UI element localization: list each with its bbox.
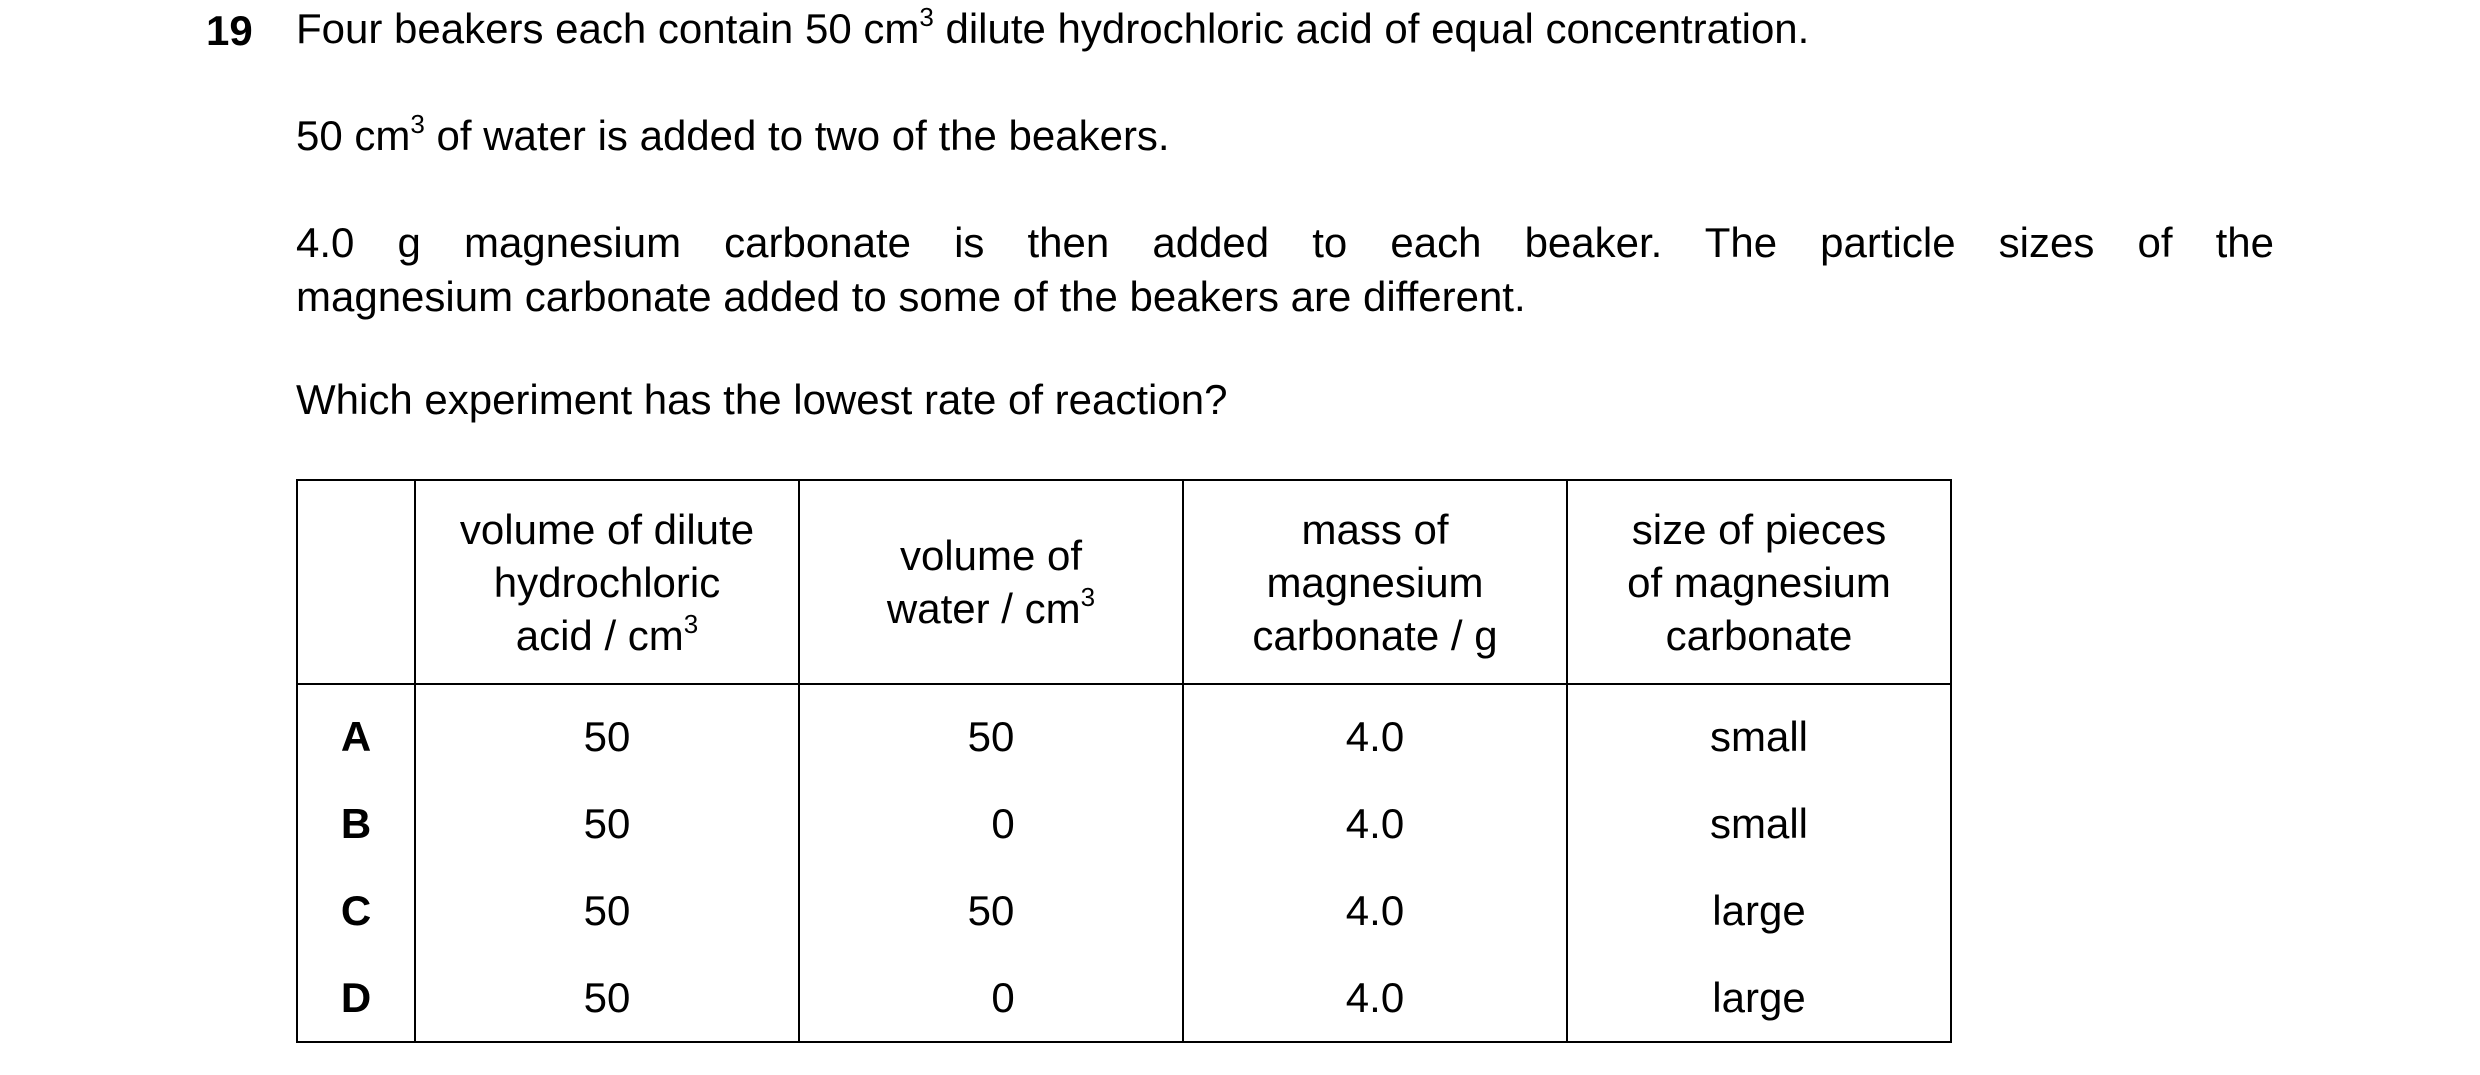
question-line-2-text-end: of water is added to two of the beakers. [424, 112, 1170, 159]
water-volume-cell [799, 954, 1183, 1042]
table-row [297, 954, 1951, 1042]
row-label: A [297, 684, 415, 780]
particle-size-cell: large [1567, 867, 1951, 954]
header-acid-line-2: hydrochloric [493, 558, 721, 606]
superscript: 3 [410, 109, 425, 139]
header-size-line-2: of magnesium [1627, 558, 1891, 606]
water-volume-cell [799, 780, 1183, 867]
header-size-line-3: carbonate [1665, 611, 1853, 659]
header-water-line-2: water / cm [886, 585, 1081, 632]
header-acid-volume [415, 480, 799, 684]
water-volume-cell [799, 867, 1183, 954]
header-water-line-1: volume of [899, 532, 1083, 579]
particle-size-cell: small [1567, 780, 1951, 867]
acid-volume-cell: 50 [415, 684, 799, 780]
header-mass [1183, 480, 1567, 684]
row-label: B [297, 780, 415, 867]
experiment-table [296, 479, 1952, 1043]
question-line-3a: 4.0 g magnesium carbonate is then added to each beaker. The particle sizes of the [296, 219, 2274, 266]
mass-cell: 4.0 [1183, 780, 1567, 867]
header-mass-line-2: magnesium [1266, 558, 1484, 606]
superscript: 3 [919, 2, 934, 32]
water-volume-value: 50 [967, 713, 1015, 760]
superscript: 3 [683, 608, 699, 639]
header-particle-size [1567, 480, 1951, 684]
question-paragraph-3 [296, 216, 2274, 324]
header-acid-line-1: volume of dilute [459, 505, 755, 553]
acid-volume-cell: 50 [415, 780, 799, 867]
table-row [297, 684, 1951, 780]
question-line-3b: magnesium carbonate added to some of the beakers are different. [296, 273, 1526, 320]
header-acid-line-3: acid / cm [515, 611, 684, 659]
acid-volume-cell: 50 [415, 867, 799, 954]
question-line-2 [296, 109, 1170, 163]
water-volume-value: 0 [991, 974, 1015, 1021]
question-line-1 [296, 2, 1809, 56]
row-label: D [297, 954, 415, 1042]
acid-volume-cell: 50 [415, 954, 799, 1042]
mass-cell: 4.0 [1183, 954, 1567, 1042]
mass-cell: 4.0 [1183, 684, 1567, 780]
header-water-volume [799, 480, 1183, 684]
water-volume-cell [799, 684, 1183, 780]
question-line-1-text: Four beakers each contain 50 cm [296, 5, 920, 52]
table-header-row [297, 480, 1951, 684]
header-size-line-1: size of pieces [1631, 505, 1887, 553]
question-line-1-text-end: dilute hydrochloric acid of equal concentration. [933, 5, 1810, 52]
question-line-2-text: 50 cm [296, 112, 411, 159]
question-prompt: Which experiment has the lowest rate of reaction? [296, 376, 1228, 423]
row-label: C [297, 867, 415, 954]
header-mass-line-3: carbonate / g [1252, 611, 1498, 659]
water-volume-value: 0 [991, 800, 1015, 847]
particle-size-cell: large [1567, 954, 1951, 1042]
header-empty [297, 480, 415, 684]
table-row [297, 780, 1951, 867]
superscript: 3 [1080, 582, 1096, 612]
table-row [297, 867, 1951, 954]
particle-size-cell: small [1567, 684, 1951, 780]
mass-cell: 4.0 [1183, 867, 1567, 954]
header-mass-line-1: mass of [1301, 505, 1449, 553]
question-number: 19 [206, 7, 253, 54]
water-volume-value: 50 [967, 887, 1015, 934]
